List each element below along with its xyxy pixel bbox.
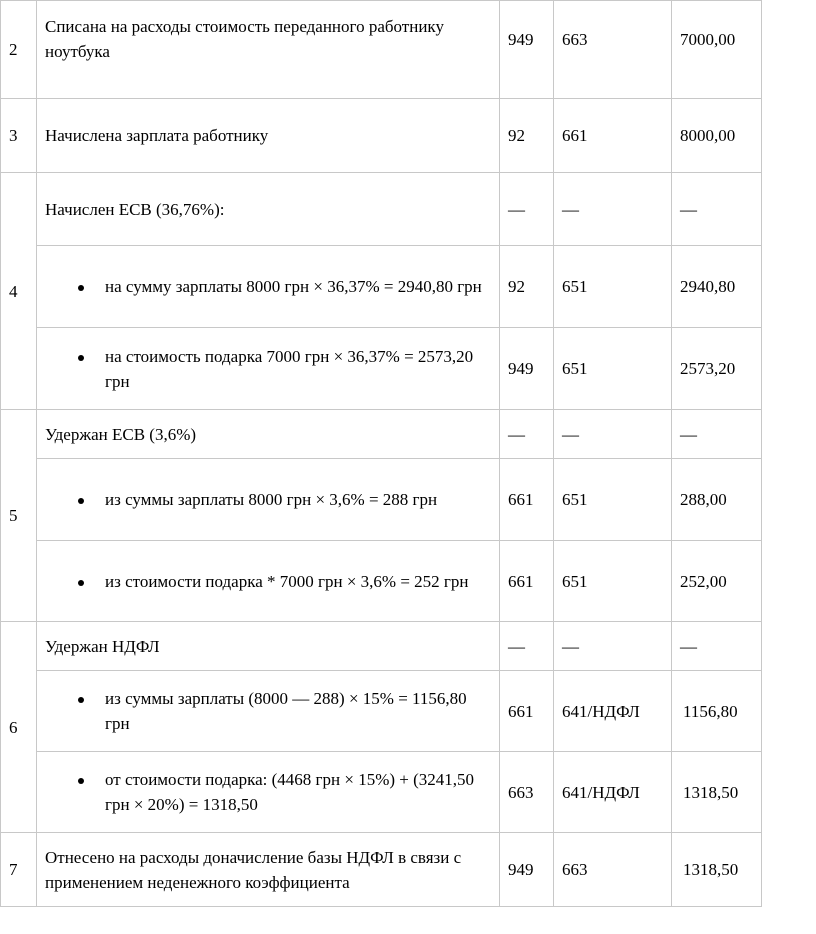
table-row bbox=[1, 1, 762, 99]
entry-description: Удержан НДФЛ bbox=[37, 622, 500, 671]
debit-account: 949 bbox=[500, 833, 554, 907]
list-item bbox=[45, 344, 491, 394]
credit-account: 651 bbox=[554, 459, 672, 541]
amount: 2573,20 bbox=[672, 328, 762, 410]
credit-account: 651 bbox=[554, 328, 672, 410]
debit-account: 949 bbox=[500, 328, 554, 410]
entry-description: Начислена зарплата работнику bbox=[37, 99, 500, 173]
credit-account: 651 bbox=[554, 246, 672, 328]
amount: — bbox=[672, 173, 762, 246]
credit-account: 661 bbox=[554, 99, 672, 173]
debit-account: — bbox=[500, 410, 554, 459]
amount: 1156,80 bbox=[672, 671, 762, 752]
amount: 252,00 bbox=[672, 541, 762, 622]
debit-account: 661 bbox=[500, 459, 554, 541]
table-row bbox=[1, 459, 762, 541]
table-row bbox=[1, 246, 762, 328]
table-row bbox=[1, 622, 762, 671]
bullet-icon bbox=[78, 355, 84, 361]
entry-description: Начислен ЕСВ (36,76%): bbox=[37, 173, 500, 246]
entry-sub-item bbox=[37, 246, 500, 328]
amount: — bbox=[672, 622, 762, 671]
list-item bbox=[45, 487, 491, 512]
sub-item-text: от стоимости подарка: (4468 грн × 15%) + (3241,50 грн × 20%) = 1318,50 bbox=[105, 770, 475, 814]
debit-account: 949 bbox=[500, 1, 554, 99]
table-row bbox=[1, 173, 762, 246]
entry-description: Списана на расходы стоимость переданного работнику ноутбука bbox=[37, 1, 500, 99]
row-number: 6 bbox=[1, 622, 37, 833]
table-row bbox=[1, 328, 762, 410]
debit-account: 663 bbox=[500, 752, 554, 833]
row-number: 2 bbox=[1, 1, 37, 99]
amount: 1318,50 bbox=[672, 833, 762, 907]
amount: — bbox=[672, 410, 762, 459]
bullet-icon bbox=[78, 697, 84, 703]
row-number: 4 bbox=[1, 173, 37, 410]
amount: 288,00 bbox=[672, 459, 762, 541]
credit-account: 641/НДФЛ bbox=[554, 752, 672, 833]
credit-account: — bbox=[554, 410, 672, 459]
list-item bbox=[45, 274, 491, 299]
sub-item-text: из суммы зарплаты (8000 — 288) × 15% = 1156,80 грн bbox=[105, 689, 467, 733]
amount: 2940,80 bbox=[672, 246, 762, 328]
credit-account: 641/НДФЛ bbox=[554, 671, 672, 752]
debit-account: 661 bbox=[500, 671, 554, 752]
entry-description: Отнесено на расходы доначисление базы НДФЛ в связи с применением неденежного коэффициента bbox=[37, 833, 500, 907]
sub-item-text: из стоимости подарка * 7000 грн × 3,6% = 252 грн bbox=[105, 571, 469, 591]
sub-item-text: на стоимость подарка 7000 грн × 36,37% = 2573,20 грн bbox=[105, 346, 474, 391]
credit-account: — bbox=[554, 173, 672, 246]
bullet-icon bbox=[78, 580, 84, 586]
entry-sub-item bbox=[37, 671, 500, 752]
debit-account: — bbox=[500, 622, 554, 671]
row-number: 3 bbox=[1, 99, 37, 173]
entry-description: Удержан ЕСВ (3,6%) bbox=[37, 410, 500, 459]
list-item bbox=[45, 767, 491, 817]
credit-account: 663 bbox=[554, 833, 672, 907]
amount: 8000,00 bbox=[672, 99, 762, 173]
table-row bbox=[1, 833, 762, 907]
entry-sub-item bbox=[37, 752, 500, 833]
table-row bbox=[1, 671, 762, 752]
bullet-icon bbox=[78, 778, 84, 784]
sub-item-text: из суммы зарплаты 8000 грн × 3,6% = 288 грн bbox=[105, 490, 438, 509]
entry-sub-item bbox=[37, 541, 500, 622]
list-item bbox=[45, 686, 491, 736]
table-row bbox=[1, 541, 762, 622]
entry-sub-item bbox=[37, 328, 500, 410]
credit-account: — bbox=[554, 622, 672, 671]
bullet-icon bbox=[78, 498, 84, 504]
row-number: 5 bbox=[1, 410, 37, 622]
row-number: 7 bbox=[1, 833, 37, 907]
debit-account: 92 bbox=[500, 99, 554, 173]
debit-account: — bbox=[500, 173, 554, 246]
table-row bbox=[1, 752, 762, 833]
credit-account: 651 bbox=[554, 541, 672, 622]
amount: 1318,50 bbox=[672, 752, 762, 833]
credit-account: 663 bbox=[554, 1, 672, 99]
entry-sub-item bbox=[37, 459, 500, 541]
sub-item-text: на сумму зарплаты 8000 грн × 36,37% = 2940,80 грн bbox=[105, 277, 482, 296]
table-row bbox=[1, 99, 762, 173]
table-row bbox=[1, 410, 762, 459]
debit-account: 661 bbox=[500, 541, 554, 622]
debit-account: 92 bbox=[500, 246, 554, 328]
amount: 7000,00 bbox=[672, 1, 762, 99]
bullet-icon bbox=[78, 285, 84, 291]
list-item bbox=[45, 569, 491, 594]
